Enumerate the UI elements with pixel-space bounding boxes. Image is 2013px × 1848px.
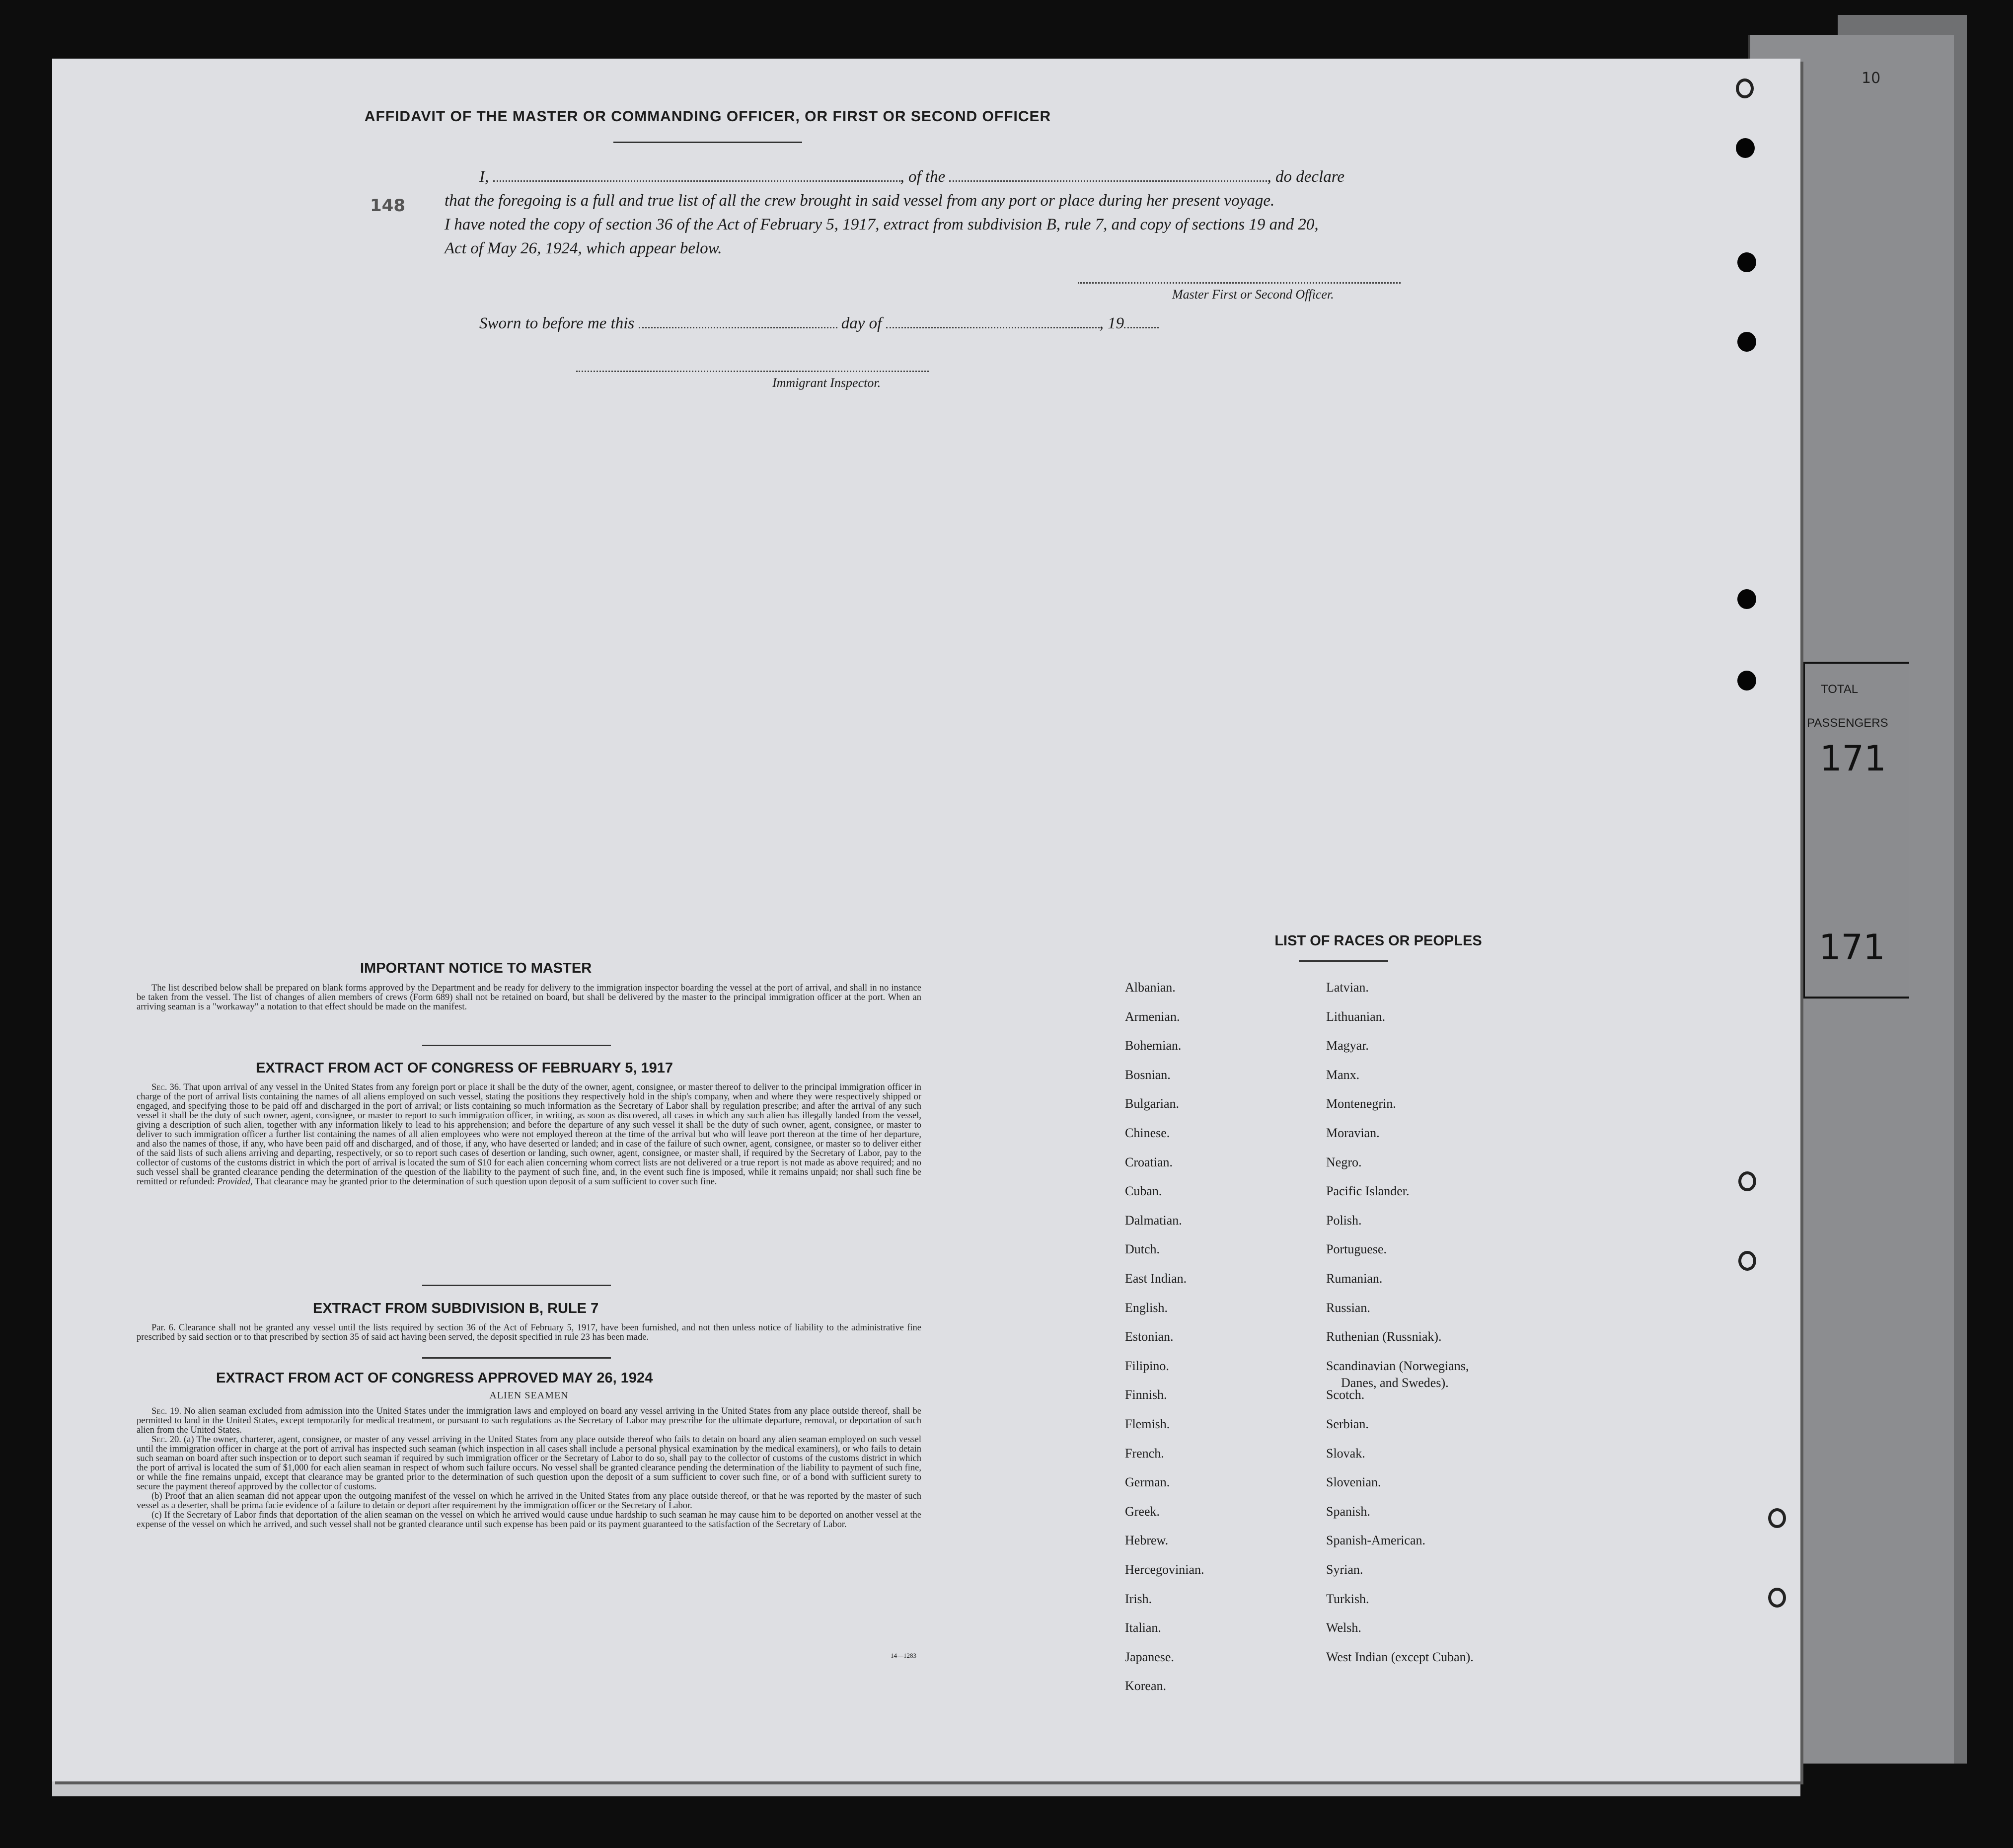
sworn-year-blank — [1124, 315, 1159, 328]
race-item: Korean. — [1125, 1679, 1167, 1694]
affidavit-title: AFFIDAVIT OF THE MASTER OR COMMANDING OFFICER, OR FIRST OR SECOND OFFICER — [364, 108, 1051, 125]
affidavit-declaration-line — [479, 168, 1344, 186]
race-item: Pacific Islander. — [1326, 1184, 1410, 1199]
race-item: Serbian. — [1326, 1417, 1369, 1431]
race-item: Slovenian. — [1326, 1475, 1381, 1490]
punch-hole — [1737, 671, 1756, 691]
vessel-blank — [949, 168, 1267, 182]
provided-word: Provided, — [217, 1177, 253, 1187]
race-item: Montenegrin. — [1326, 1096, 1396, 1111]
race-item: German. — [1125, 1475, 1170, 1490]
race-item: Spanish. — [1326, 1504, 1370, 1519]
subdivision-b-title: EXTRACT FROM SUBDIVISION B, RULE 7 — [313, 1301, 599, 1316]
sec-36-label: Sec. 36. — [151, 1082, 181, 1092]
race-item: English. — [1125, 1300, 1168, 1315]
race-item: Irish. — [1125, 1591, 1152, 1606]
punch-hole — [1768, 1508, 1786, 1528]
notice-body — [137, 984, 921, 1012]
master-signature-label: Master First or Second Officer. — [1172, 287, 1334, 302]
alien-seamen-subtitle: ALIEN SEAMEN — [489, 1390, 569, 1401]
race-item: Spanish-American. — [1326, 1533, 1426, 1548]
race-item: Dalmatian. — [1125, 1213, 1182, 1228]
punch-hole — [1738, 1171, 1756, 1191]
total-passengers-box — [1803, 662, 1909, 999]
race-item: Portuguese. — [1326, 1242, 1387, 1257]
title-rule — [613, 142, 802, 143]
sworn-month-blank — [886, 315, 1100, 328]
declare-label: , do declare — [1267, 168, 1344, 186]
race-item: Ruthenian (Russniak). — [1326, 1329, 1442, 1344]
race-item: Bulgarian. — [1125, 1096, 1180, 1111]
sworn-year: , 19 — [1099, 314, 1124, 332]
of-the-label: , of the — [900, 168, 946, 186]
sworn-day-blank — [639, 315, 837, 328]
form-number: 14—1283 — [891, 1652, 916, 1659]
sworn-line — [479, 314, 1159, 333]
page-bottom-edge — [52, 1781, 1800, 1796]
sec-20-label: Sec. 20. — [151, 1435, 181, 1445]
passengers-label: PASSENGERS — [1807, 716, 1888, 730]
sec-19-label: Sec. 19. — [151, 1406, 182, 1416]
extract-1924-title: EXTRACT FROM ACT OF CONGRESS APPROVED MAY 26, 1924 — [216, 1370, 653, 1386]
sec-20-c-text: (c) If the Secretary of Labor finds that deportation of the alien seaman on the vessel on which he arrived would cause undue hardship to such seaman he may cause him to be deported on another vessel at the expense of the vessel on which he arrived, and such vessel shall not be granted clearance until such expense has been paid or its payment guaranteed to the satisfaction of the Secretary of Labor. — [137, 1510, 921, 1530]
total-label: TOTAL — [1821, 683, 1859, 696]
proviso-text: That clearance may be granted prior to the determination of such question upon deposit of a sum sufficient to cover such fine. — [254, 1177, 717, 1187]
affidavit-line-3: I have noted the copy of section 36 of the Act of February 5, 1917, extract from subdivision B, rule 7, and copy of sections 19 and 20, — [445, 216, 1319, 233]
race-item: Hebrew. — [1125, 1533, 1169, 1548]
inspector-signature-line — [576, 371, 929, 372]
race-item: Welsh. — [1326, 1620, 1361, 1635]
inspector-label: Immigrant Inspector. — [772, 376, 881, 390]
punch-hole — [1737, 252, 1756, 272]
punch-hole — [1736, 138, 1755, 158]
notice-text: The list described below shall be prepared on blank forms approved by the Department and be ready for delivery to the immigration inspector boarding the vessel at the port of arrival, and shall in no instance be taken from the vessel. The list of changes of alien members of crews (Form 689) shall not be retained on board, but shall be delivered by the master to the principal immigration officer at the port. When an arriving seaman is a "workaway" a notation to that effect should be made on the manifest. — [137, 983, 921, 1012]
race-item: Flemish. — [1125, 1417, 1170, 1431]
race-item: Russian. — [1326, 1300, 1370, 1315]
race-item: Bosnian. — [1125, 1067, 1171, 1082]
extract-1917-title: EXTRACT FROM ACT OF CONGRESS OF FEBRUARY 5, 1917 — [256, 1060, 673, 1076]
race-item: Lithuanian. — [1326, 1009, 1386, 1024]
race-item: Italian. — [1125, 1620, 1161, 1635]
punch-hole — [1768, 1588, 1786, 1608]
races-title: LIST OF RACES OR PEOPLES — [1274, 933, 1482, 949]
race-item: Albanian. — [1125, 980, 1176, 995]
passenger-count-2: 171 — [1819, 927, 1885, 968]
i-label: I, — [479, 168, 489, 186]
sworn-day-of: day of — [841, 314, 882, 332]
race-item: Danes, and Swedes). — [1341, 1375, 1449, 1390]
race-item: Hercegovinian. — [1125, 1562, 1204, 1577]
race-item: Croatian. — [1125, 1155, 1173, 1169]
extract-1924-body — [137, 1407, 921, 1530]
race-item: Latvian. — [1326, 980, 1369, 995]
race-item: Polish. — [1326, 1213, 1362, 1228]
race-item: French. — [1125, 1446, 1164, 1461]
race-item: Manx. — [1326, 1067, 1360, 1082]
race-item: Slovak. — [1326, 1446, 1365, 1461]
punch-hole — [1738, 1251, 1756, 1271]
race-item: East Indian. — [1125, 1271, 1187, 1286]
race-item: Turkish. — [1326, 1591, 1369, 1606]
race-item: Japanese. — [1125, 1649, 1174, 1664]
sec-20-a-text: (a) The owner, charterer, agent, consignee, or master of any vessel arriving in the United States from any place outside thereof who fails to detain on board any alien seaman employed on such vessel until the immigration officer in charge at the port of arrival has inspected such seaman (which inspection in all cases shall include a personal physical examination by the medical examiners), or who fails to detain such seaman on board after such inspection or to deport such seaman if required by such immigration officer or the Secretary of Labor to do so, shall pay to the collector of customs of the customs district in which the port of arrival is located the sum of $1,000 for each alien seaman in respect of whom such failure occurs. No vessel shall be granted clearance pending the determination of the liability to payment of such fine, or while the fine remains unpaid, except that clearance may be granted prior to the determination of such question upon the deposit of a sum sufficient to cover such fine, or of a bond with sufficient surety to secure the payment thereof approved by the collector of customs. — [137, 1435, 921, 1492]
master-signature-line — [1078, 282, 1401, 284]
race-item: Negro. — [1326, 1155, 1362, 1169]
divider — [422, 1045, 611, 1046]
race-item: West Indian (except Cuban). — [1326, 1649, 1474, 1664]
race-item: Dutch. — [1125, 1242, 1160, 1257]
manifest-page — [52, 59, 1800, 1781]
passenger-count-1: 171 — [1820, 738, 1886, 779]
sec-20-b-text: (b) Proof that an alien seaman did not appear upon the outgoing manifest of the vessel on which he arrived in the United States from any place outside thereof, or that he was reported by the master of such vessel as a deserter, shall be prima facie evidence of a failure to detain or deport after requirement by the immigration officer or the Secretary of Labor. — [137, 1491, 921, 1511]
race-item: Filipino. — [1125, 1358, 1169, 1373]
race-item: Finnish. — [1125, 1387, 1167, 1402]
race-item: Magyar. — [1326, 1038, 1369, 1053]
punch-hole — [1736, 78, 1754, 98]
race-item: Rumanian. — [1326, 1271, 1383, 1286]
extract-1917-body — [137, 1083, 921, 1187]
affidavit-line-4: Act of May 26, 1924, which appear below. — [445, 239, 722, 257]
divider — [422, 1357, 611, 1359]
race-item: Cuban. — [1125, 1184, 1162, 1199]
race-item: Greek. — [1125, 1504, 1160, 1519]
race-item: Bohemian. — [1125, 1038, 1182, 1053]
race-item: Estonian. — [1125, 1329, 1174, 1344]
race-item: Armenian. — [1125, 1009, 1180, 1024]
races-title-rule — [1299, 960, 1388, 962]
sec-36-text: That upon arrival of any vessel in the United States from any foreign port or place it shall be the duty of the owner, agent, consignee, or master thereof to deliver to the principal immigration officer in charge of the port of arrival lists containing the names of all aliens employed on such vessel, stating the positions they respectively hold in the ship's company, when and where they were respectively shipped or engaged, and specifying those to be paid off and discharged in the port of arrival; or lists containing so much information as the Secretary of Labor shall by regulation prescribe; and after the arrival of any such vessel it shall be the duty of such owner, agent, consignee, or master to report to such immigration officer, in writing, as soon as discovered, all cases in which any such alien has illegally landed from the vessel, giving a description of such alien, together with any information likely to lead to his apprehension; and before the departure of any such vessel it shall be the duty of such owner, agent, consignee, or master to deliver to such immigration officer a further list containing the names of all alien employees who were not employed thereon at the time of the arrival but who will leave port thereon at the time of her departure, and also the names of those, if any, who have been paid off and discharged, and of those, if any, who have deserted or landed; and in case of the failure of such owner, agent, consignee, or master so to deliver either of the said lists of such aliens arriving and departing, respectively, or so to report such cases of desertion or landing, such owner, agent, consignee, or master shall, if required by the Secretary of Labor, pay to the collector of customs of the customs district in which the port of arrival is located the sum of $10 for each alien concerning whom correct lists are not delivered or a true report is not made as above required; and no such vessel shall be granted clearance pending the determination of the question of the liability to the payment of such fine, and, in the event such fine is imposed, while it remains unpaid; nor shall such fine be remitted or refunded: — [137, 1082, 922, 1187]
subdivision-b-text: Par. 6. Clearance shall not be granted any vessel until the lists required by section 36 of the Act of February 5, 1917, have been furnished, and not then unless notice of liability to the administrative fine prescribed by said section or to that prescribed by section 35 of said act having been served, the deposit specified in rule 23 has been made. — [137, 1323, 921, 1342]
corner-number: 10 — [1862, 70, 1881, 87]
race-item: Moravian. — [1326, 1126, 1380, 1140]
race-item: Chinese. — [1125, 1126, 1170, 1140]
sec-19-text: No alien seaman excluded from admission into the United States under the immigration laws and employed on board any vessel arriving in the United States from any place outside thereof, shall be permitted to land in the United States, except temporarily for medical treatment, or pursuant to such regulations as the Secretary of Labor may prescribe for the ultimate departure, removal, or deportation of such alien from the United States. — [137, 1406, 922, 1435]
notice-title: IMPORTANT NOTICE TO MASTER — [360, 960, 592, 976]
sworn-prefix: Sworn to before me this — [479, 314, 635, 332]
name-blank — [493, 168, 900, 182]
punch-hole — [1737, 589, 1756, 609]
race-item: Syrian. — [1326, 1562, 1363, 1577]
race-item: Scotch. — [1326, 1387, 1365, 1402]
affidavit-line-2: that the foregoing is a full and true list of all the crew brought in said vessel from any port or place during her present voyage. — [445, 192, 1275, 210]
margin-number: 148 — [370, 196, 405, 216]
subdivision-b-body — [137, 1323, 921, 1342]
punch-hole — [1737, 332, 1756, 352]
race-item: Scandinavian (Norwegians, — [1326, 1358, 1469, 1373]
divider — [422, 1285, 611, 1286]
